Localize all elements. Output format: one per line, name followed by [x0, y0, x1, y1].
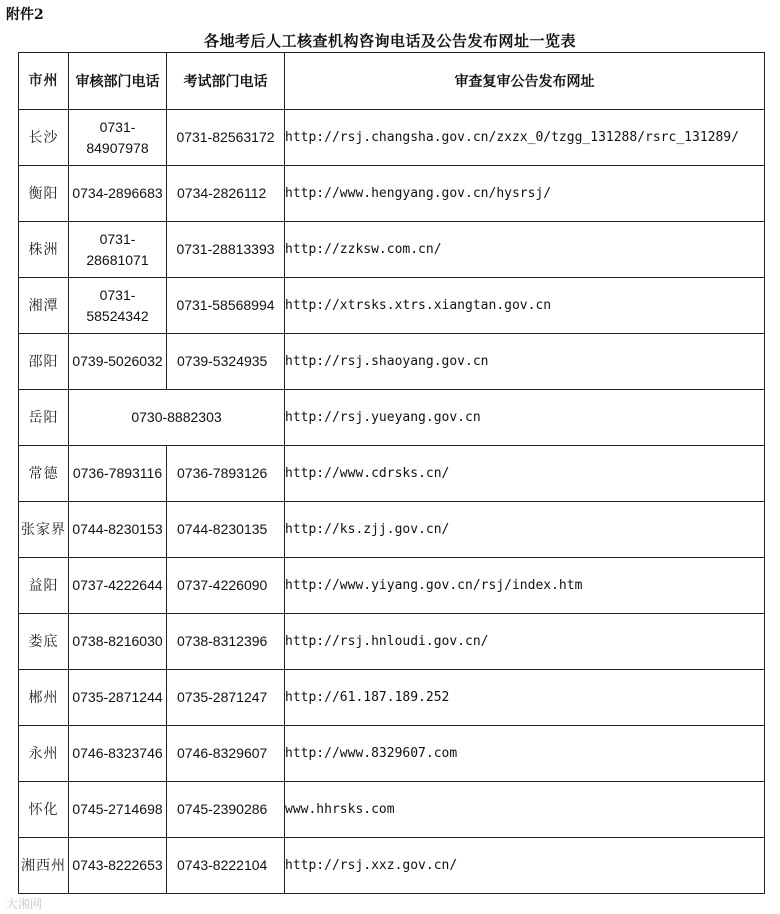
announcement-url-link[interactable]: http://www.8329607.com [285, 726, 765, 782]
table-row [19, 222, 765, 278]
table-row [19, 278, 765, 334]
city-cell: 常德 [19, 446, 69, 502]
exam-phone-cell: 0731-82563172 [167, 110, 285, 166]
review-phone-cell: 0744-8230153 [69, 502, 167, 558]
announcement-url-link[interactable]: http://rsj.yueyang.gov.cn [285, 390, 765, 446]
table-row [19, 390, 765, 446]
table-row [19, 782, 765, 838]
review-phone-cell: 0731-58524342 [69, 278, 167, 334]
exam-phone-cell: 0746-8329607 [167, 726, 285, 782]
announcement-url-link[interactable]: http://rsj.changsha.gov.cn/zxzx_0/tzgg_131288/rsrc_131289/ [285, 110, 765, 166]
review-phone-cell: 0736-7893116 [69, 446, 167, 502]
watermark: 大湘网 [6, 897, 43, 911]
table-row [19, 614, 765, 670]
table-row [19, 446, 765, 502]
exam-phone-cell: 0738-8312396 [167, 614, 285, 670]
announcement-url-link[interactable]: http://rsj.shaoyang.gov.cn [285, 334, 765, 390]
city-cell: 湘西州 [19, 838, 69, 894]
city-cell: 长沙 [19, 110, 69, 166]
city-cell: 益阳 [19, 558, 69, 614]
announcement-url-link[interactable]: www.hhrsks.com [285, 782, 765, 838]
exam-phone-cell: 0736-7893126 [167, 446, 285, 502]
city-cell: 邵阳 [19, 334, 69, 390]
merged-phone-cell: 0730-8882303 [69, 390, 285, 446]
city-cell: 株洲 [19, 222, 69, 278]
city-cell: 岳阳 [19, 390, 69, 446]
city-cell: 郴州 [19, 670, 69, 726]
city-cell: 永州 [19, 726, 69, 782]
city-cell: 娄底 [19, 614, 69, 670]
review-phone-cell: 0743-8222653 [69, 838, 167, 894]
exam-phone-cell: 0744-8230135 [167, 502, 285, 558]
exam-phone-cell: 0737-4226090 [167, 558, 285, 614]
table-row [19, 726, 765, 782]
table-row [19, 110, 765, 166]
review-phone-cell: 0746-8323746 [69, 726, 167, 782]
announcement-url-link[interactable]: http://rsj.xxz.gov.cn/ [285, 838, 765, 894]
announcement-url-link[interactable]: http://xtrsks.xtrs.xiangtan.gov.cn [285, 278, 765, 334]
city-cell: 湘潭 [19, 278, 69, 334]
exam-phone-cell: 0735-2871247 [167, 670, 285, 726]
announcement-url-link[interactable]: http://zzksw.com.cn/ [285, 222, 765, 278]
contact-table [18, 52, 765, 894]
announcement-url-link[interactable]: http://ks.zjj.gov.cn/ [285, 502, 765, 558]
review-phone-cell: 0745-2714698 [69, 782, 167, 838]
announcement-url-link[interactable]: http://www.cdrsks.cn/ [285, 446, 765, 502]
table-row [19, 334, 765, 390]
exam-phone-cell: 0731-28813393 [167, 222, 285, 278]
table-row [19, 838, 765, 894]
table-row [19, 166, 765, 222]
city-cell: 衡阳 [19, 166, 69, 222]
review-phone-cell: 0734-2896683 [69, 166, 167, 222]
announcement-url-link[interactable]: http://www.hengyang.gov.cn/hysrsj/ [285, 166, 765, 222]
announcement-url-link[interactable]: http://61.187.189.252 [285, 670, 765, 726]
table-row [19, 670, 765, 726]
exam-phone-cell: 0745-2390286 [167, 782, 285, 838]
review-phone-cell: 0731-28681071 [69, 222, 167, 278]
header-url: 审查复审公告发布网址 [285, 53, 765, 110]
header-review-phone: 审核部门电话 [69, 53, 167, 110]
table-row [19, 558, 765, 614]
header-exam-phone: 考试部门电话 [167, 53, 285, 110]
attachment-label: 附件2 [6, 7, 44, 23]
review-phone-cell: 0735-2871244 [69, 670, 167, 726]
announcement-url-link[interactable]: http://www.yiyang.gov.cn/rsj/index.htm [285, 558, 765, 614]
table-row [19, 502, 765, 558]
review-phone-cell: 0738-8216030 [69, 614, 167, 670]
review-phone-cell: 0737-4222644 [69, 558, 167, 614]
header-city: 市州 [19, 53, 69, 110]
table-header-row [19, 53, 765, 110]
announcement-url-link[interactable]: http://rsj.hnloudi.gov.cn/ [285, 614, 765, 670]
review-phone-cell: 0739-5026032 [69, 334, 167, 390]
exam-phone-cell: 0739-5324935 [167, 334, 285, 390]
city-cell: 张家界 [19, 502, 69, 558]
exam-phone-cell: 0734-2826112 [167, 166, 285, 222]
exam-phone-cell: 0731-58568994 [167, 278, 285, 334]
city-cell: 怀化 [19, 782, 69, 838]
page-title: 各地考后人工核查机构咨询电话及公告发布网址一览表 [203, 32, 576, 50]
review-phone-cell: 0731-84907978 [69, 110, 167, 166]
exam-phone-cell: 0743-8222104 [167, 838, 285, 894]
